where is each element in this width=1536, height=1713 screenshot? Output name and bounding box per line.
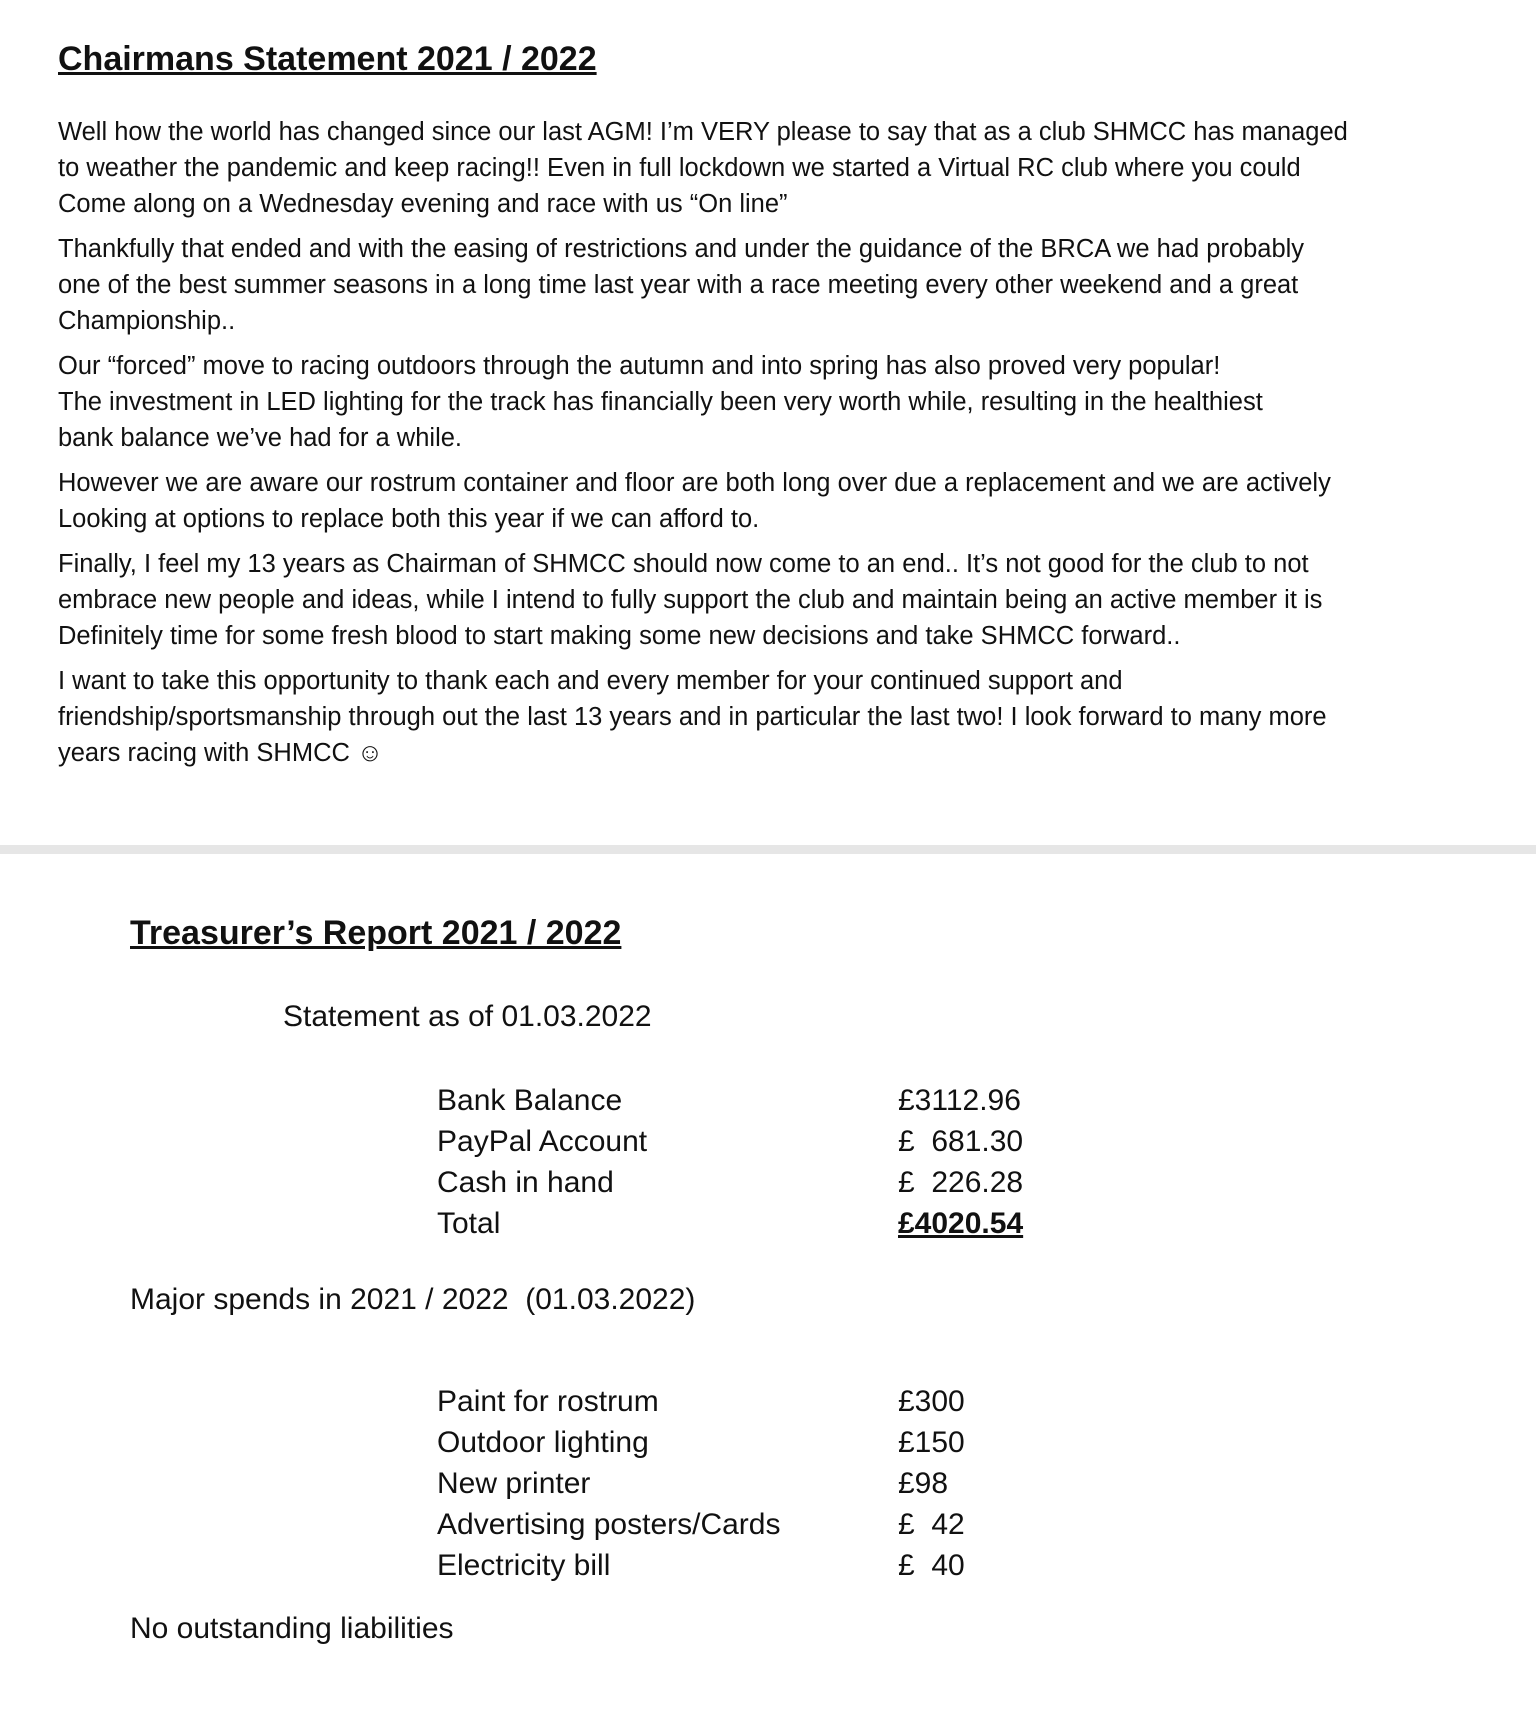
paragraph-line: bank balance we’ve had for a while. [58,424,463,452]
chairman-paragraph [58,546,1498,654]
paragraph-line: years racing with SHMCC ☺ [58,739,384,767]
balance-amount: £ 226.28 [898,1166,1024,1199]
paragraph-line: Championship.. [58,307,236,335]
paragraph-line: Well how the world has changed since our last AGM! I’m VERY please to say that as a club SHMCC has managed [58,118,1348,146]
balance-total-amount: £4020.54 [898,1207,1024,1240]
chairman-paragraph [58,231,1498,339]
spend-label: Advertising posters/Cards [437,1508,781,1541]
chairman-statement-page [0,0,1536,845]
chairman-paragraph [58,114,1498,222]
balance-amount: £ 681.30 [898,1125,1024,1158]
spend-amount: £ 42 [898,1508,965,1541]
paragraph-line: I want to take this opportunity to thank each and every member for your continued support and [58,667,1123,695]
paragraph-line: to weather the pandemic and keep racing!! Even in full lockdown we started a Virtual RC club where you could [58,154,1301,182]
chairman-paragraph [58,663,1498,771]
balance-label: Bank Balance [437,1084,623,1117]
spend-label: Outdoor lighting [437,1426,649,1459]
paragraph-line: However we are aware our rostrum container and floor are both long over due a replacement and we are actively [58,469,1331,497]
paragraph-line: Come along on a Wednesday evening and race with us “On line” [58,190,788,218]
balance-total-label: Total [437,1207,501,1240]
paragraph-line: Our “forced” move to racing outdoors through the autumn and into spring has also proved very popular! [58,352,1221,380]
major-spends-heading: Major spends in 2021 / 2022 (01.03.2022) [130,1283,696,1316]
spend-amount: £98 [898,1467,949,1500]
balance-label: Cash in hand [437,1166,614,1199]
paragraph-line: one of the best summer seasons in a long time last year with a race meeting every other weekend and a great [58,271,1299,299]
paragraph-line: friendship/sportsmanship through out the last 13 years and in particular the last two! I look forward to many more [58,703,1327,731]
spend-label: Electricity bill [437,1549,611,1582]
paragraph-line: Finally, I feel my 13 years as Chairman of SHMCC should now come to an end.. It’s not good for the club to not [58,550,1309,578]
paragraph-line: Looking at options to replace both this year if we can afford to. [58,505,760,533]
chairman-paragraph [58,465,1498,537]
treasurer-report-page [0,854,1536,1713]
spend-label: New printer [437,1467,591,1500]
balance-amount: £3112.96 [898,1084,1021,1117]
chairman-statement-body [58,114,1498,780]
spend-amount: £ 40 [898,1549,965,1582]
treasurer-report-title: Treasurer’s Report 2021 / 2022 [130,914,622,952]
paragraph-line: Thankfully that ended and with the easing of restrictions and under the guidance of the BRCA we had probably [58,235,1305,263]
paragraph-line: The investment in LED lighting for the track has financially been very worth while, resulting in the healthiest [58,388,1263,416]
paragraph-line: Definitely time for some fresh blood to start making some new decisions and take SHMCC forward.. [58,622,1181,650]
chairman-statement-title: Chairmans Statement 2021 / 2022 [58,40,597,78]
chairman-paragraph [58,348,1498,456]
spend-amount: £300 [898,1385,965,1418]
statement-date: Statement as of 01.03.2022 [283,1000,652,1033]
page-separator [0,845,1536,854]
liabilities-note: No outstanding liabilities [130,1612,454,1645]
paragraph-line: embrace new people and ideas, while I intend to fully support the club and maintain being an active member it is [58,586,1323,614]
spend-label: Paint for rostrum [437,1385,659,1418]
spend-amount: £150 [898,1426,965,1459]
balance-label: PayPal Account [437,1125,648,1158]
